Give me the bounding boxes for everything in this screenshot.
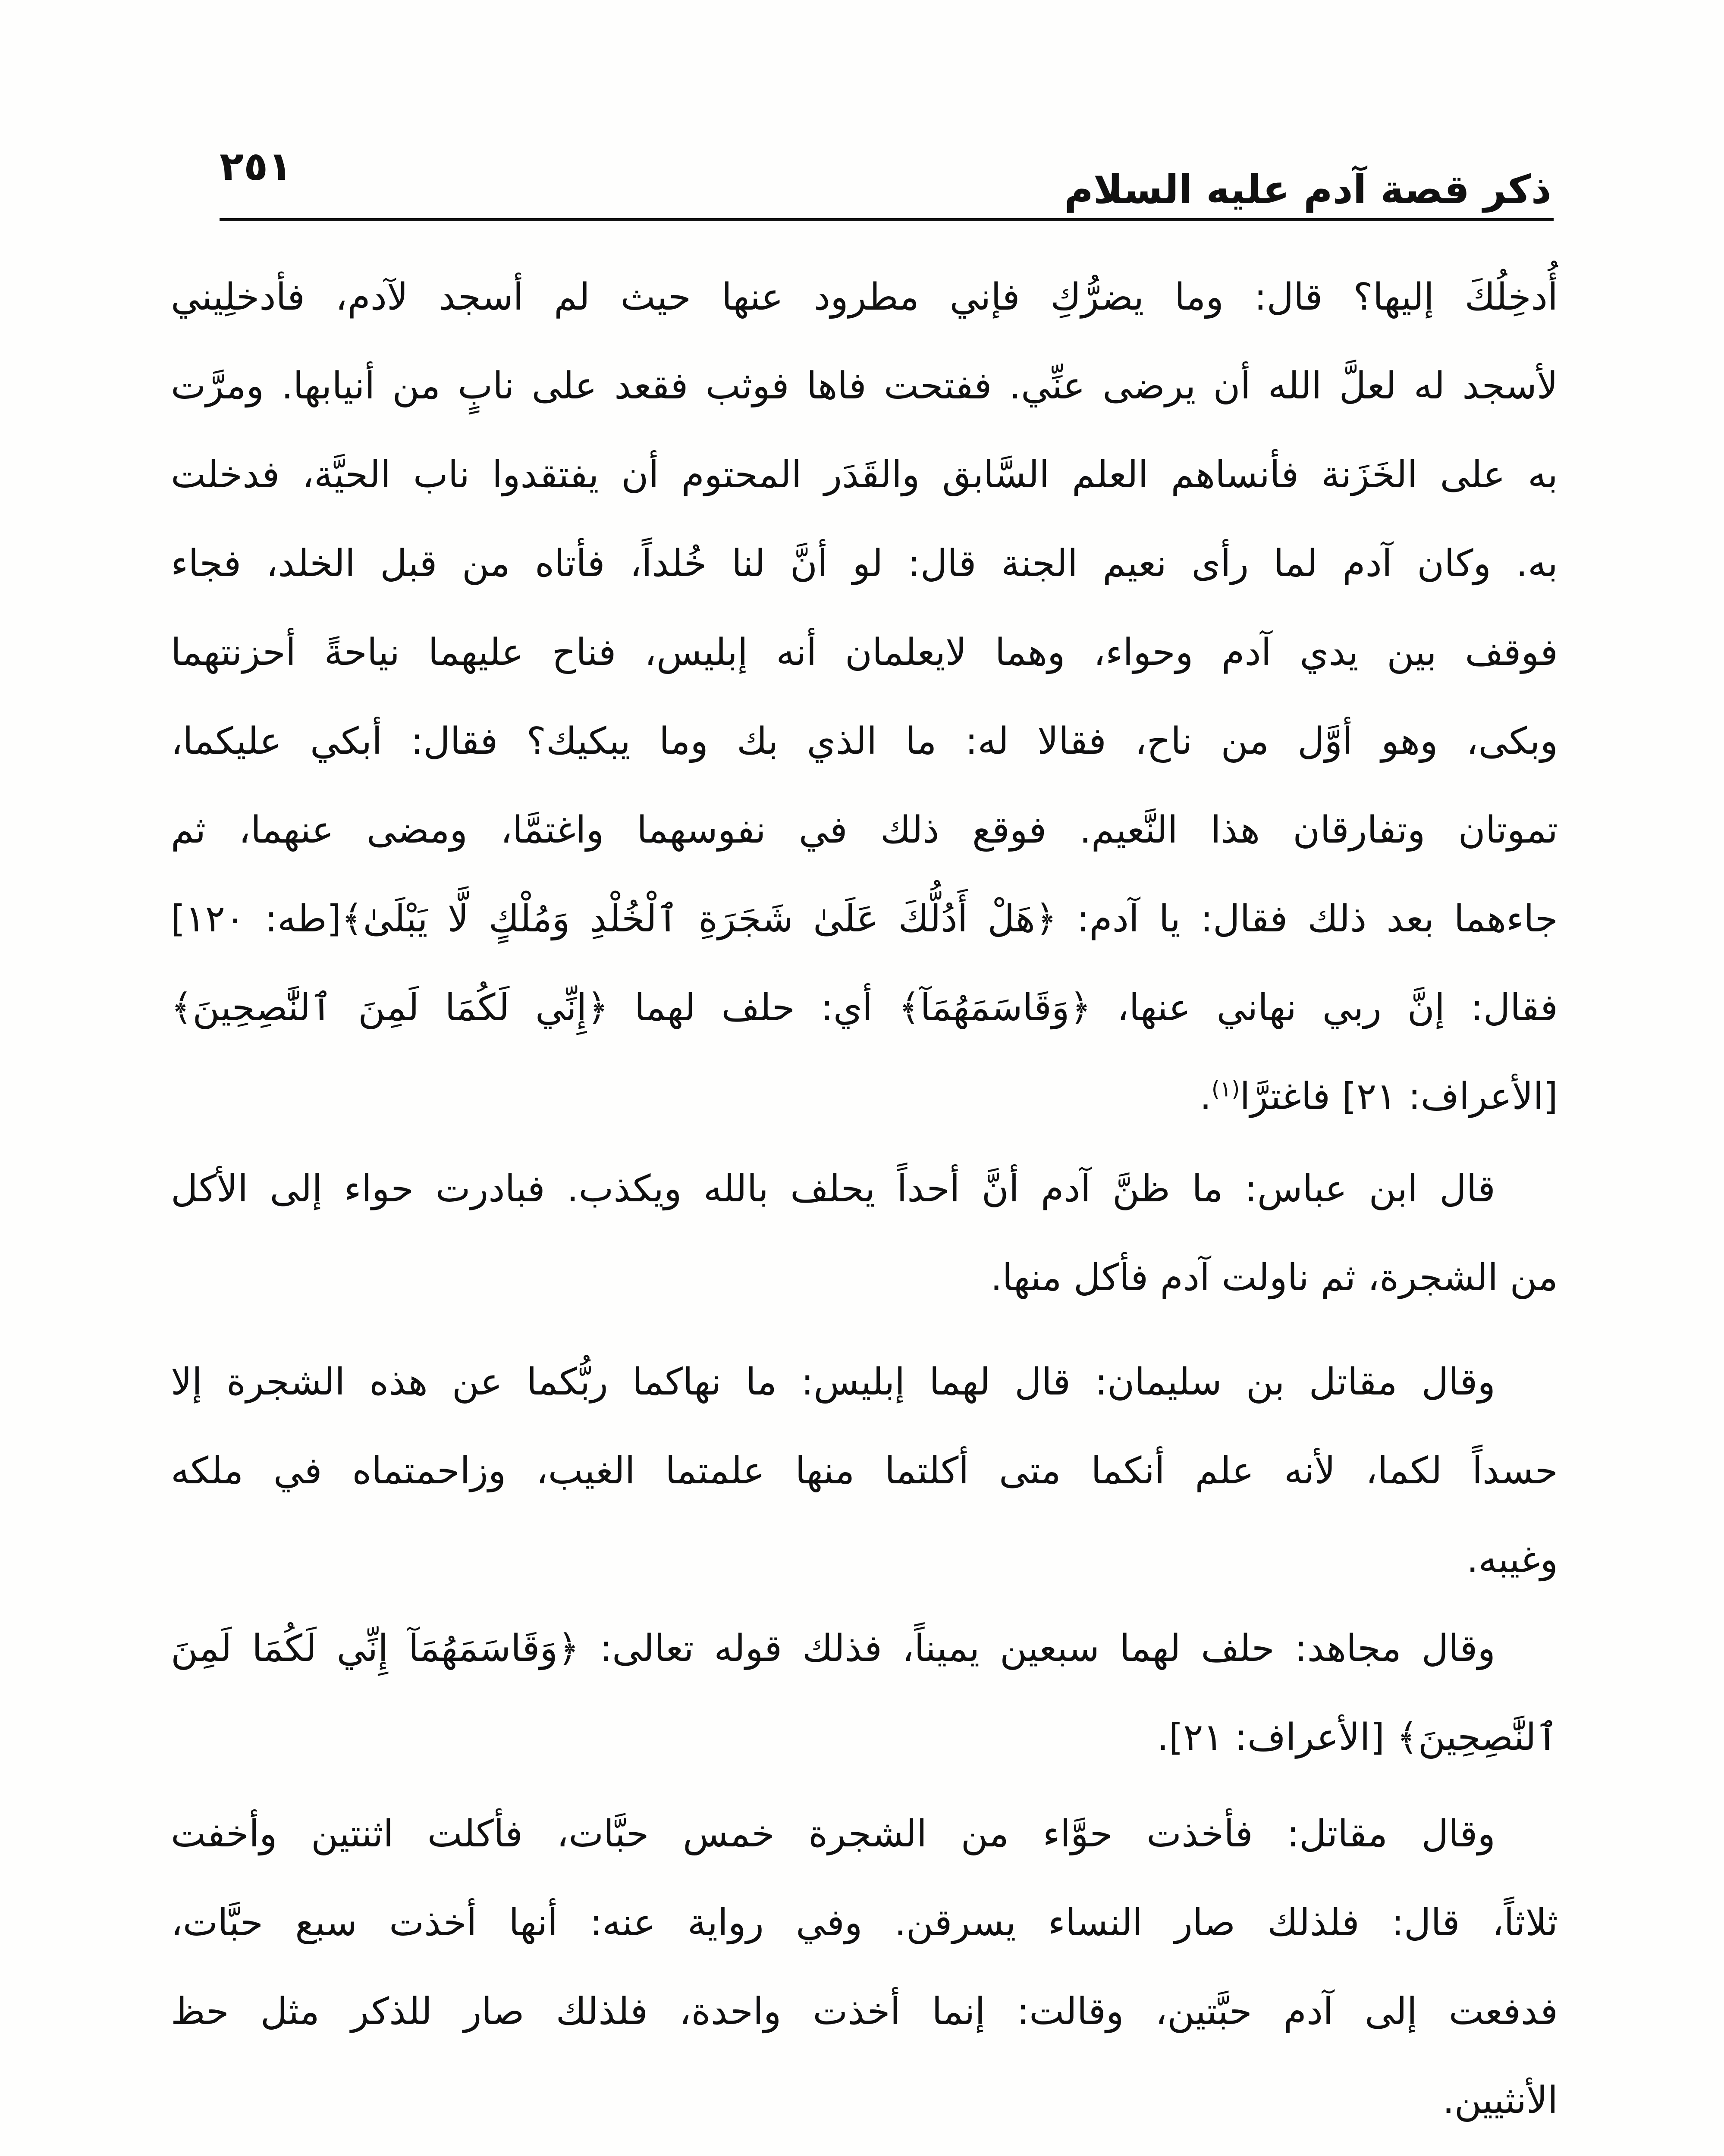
text-line: أُدخِلُكَ إليها؟ قال: وما يضرُّكِ فإني مطرود عنها حيث لم أسجد لآدم، فأدخلِيني	[171, 276, 1558, 319]
header-rule	[220, 218, 1554, 221]
text-line	[171, 1052, 1558, 1141]
paragraph	[171, 253, 1558, 1141]
text-line	[171, 2153, 1558, 2156]
text-line: وقال مقاتل بن سليمان: قال لهما إبليس: ما نهاكما ربُّكما عن هذه الشجرة إلا	[171, 1360, 1495, 1404]
text-line: من الشجرة، ثم ناولت آدم فأكل منها.	[990, 1256, 1558, 1299]
page-number: ٢٥١	[220, 143, 292, 189]
chapter-title: ذكر قصة آدم عليه السلام	[1064, 166, 1551, 213]
paragraph	[171, 1338, 1558, 1604]
main-text	[171, 253, 1558, 2156]
text-line: فقال: إنَّ ربي نهاني عنها، ﴿وَقَاسَمَهُمَآ﴾ أي: حلف لهما ﴿إِنِّي لَكُمَا لَمِنَ ٱلنَّٰصِحِينَ﴾	[171, 986, 1558, 1029]
text-line: الأنثيين.	[1442, 2079, 1558, 2122]
footnote-reference: (١)	[1211, 1076, 1240, 1102]
line-end-punctuation: .	[1200, 1075, 1212, 1118]
text-line: قال ابن عباس: ما ظنَّ آدم أنَّ أحداً يحلف بالله ويكذب. فبادرت حواء إلى الأكل	[171, 1167, 1495, 1210]
paragraph	[171, 1144, 1558, 1322]
text-line: حسداً لكما، لأنه علم أنكما متى أكلتما منها علمتما الغيب، وزاحمتماه في ملكه	[171, 1449, 1558, 1492]
text-line: به على الخَزَنة فأنساهم العلم السَّابق والقَدَر المحتوم أن يفتقدوا ناب الحيَّة، فدخلت	[171, 453, 1558, 496]
paragraph	[171, 1604, 1558, 1782]
text-line: فدفعت إلى آدم حبَّتين، وقالت: إنما أخذت واحدة، فلذلك صار للذكر مثل حظ	[171, 1990, 1558, 2033]
text-line: تموتان وتفارقان هذا النَّعيم. فوقع ذلك في نفوسهما واغتمَّا، ومضى عنهما، ثم	[171, 808, 1558, 852]
text-line: ٱلنَّٰصِحِينَ﴾ [الأعراف: ٢١].	[1157, 1716, 1558, 1759]
text-line: لأسجد له لعلَّ الله أن يرضى عنِّي. ففتحت فاها فوثب فقعد على نابٍ من أنيابها. ومرَّت	[171, 364, 1558, 407]
paragraph	[171, 1789, 1558, 2145]
paragraph	[171, 2153, 1558, 2156]
text-line: وبكى، وهو أوَّل من ناح، فقالا له: ما الذي بك وما يبكيك؟ فقال: أبكي عليكما،	[171, 720, 1558, 763]
text-line: وغيبه.	[1466, 1538, 1558, 1581]
text-line: به. وكان آدم لما رأى نعيم الجنة قال: لو أنَّ لنا خُلداً، فأتاه من قبل الخلد، فجاء	[171, 542, 1558, 585]
text-line: جاءهما بعد ذلك فقال: يا آدم: ﴿هَلْ أَدُلُّكَ عَلَىٰ شَجَرَةِ ٱلْخُلْدِ وَمُلْكٍ لَّا يَبْلَىٰ﴾[طه: ١٢٠]	[171, 897, 1558, 940]
line-text: [الأعراف: ٢١] فاغترَّا	[1240, 1075, 1558, 1118]
text-line: فوقف بين يدي آدم وحواء، وهما لايعلمان أنه إبليس، فناح عليهما نياحةً أحزنتهما	[171, 631, 1558, 674]
text-line: ثلاثاً، قال: فلذلك صار النساء يسرقن. وفي رواية عنه: أنها أخذت سبع حبَّات،	[171, 1901, 1558, 1944]
text-line: وقال مجاهد: حلف لهما سبعين يميناً، فذلك قوله تعالى: ﴿وَقَاسَمَهُمَآ إِنِّي لَكُمَا لَمِنَ	[171, 1627, 1495, 1670]
text-line: وقال مقاتل: فأخذت حوَّاء من الشجرة خمس حبَّات، فأكلت اثنتين وأخفت	[171, 1812, 1495, 1855]
